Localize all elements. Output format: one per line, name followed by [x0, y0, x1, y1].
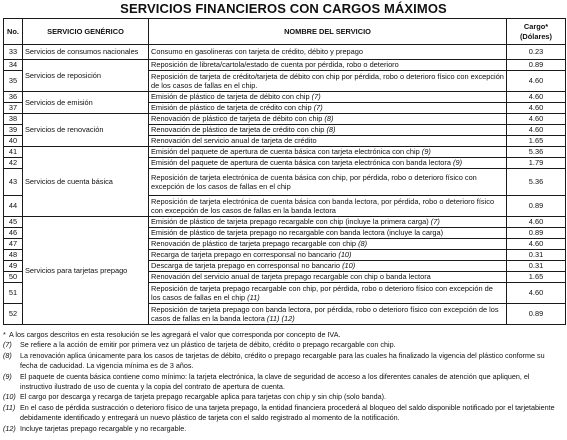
header-no: No. [4, 19, 23, 45]
service-name: Descarga de tarjeta prepago en corresponsal no bancario [151, 261, 340, 271]
service-charge: 0.31 [507, 261, 566, 272]
footnote-item [3, 392, 563, 402]
service-name: Emisión del paquete de apertura de cuenta básica con tarjeta electrónica con banda lectora [151, 158, 451, 168]
service-name-cell [149, 71, 507, 92]
service-charge: 4.60 [507, 283, 566, 304]
service-name: Reposición de tarjeta electrónica de cuenta básica con banda lectora, por pérdida, robo o deterioro físico con excepción de los casos de fallas en la banda lectora [151, 196, 495, 215]
generic-service-cell [23, 217, 149, 325]
footnote-ref: (7) [311, 92, 321, 102]
row-number: 49 [4, 261, 23, 272]
service-name: Consumo en gasolineras con tarjeta de crédito, débito y prepago [151, 47, 363, 57]
row-number: 35 [4, 71, 23, 92]
footnote-item [3, 424, 563, 434]
footnote-text: Se refiere a la acción de emitir por primera vez un plástico de tarjeta de débito, crédito o prepago recargable con chip. [20, 340, 396, 350]
service-name-cell [149, 239, 507, 250]
row-number: 39 [4, 125, 23, 136]
service-name-cell [149, 250, 507, 261]
row-number: 52 [4, 304, 23, 325]
service-charge: 0.89 [507, 60, 566, 71]
service-charge: 0.89 [507, 304, 566, 325]
service-name-cell [149, 103, 507, 114]
service-charge: 4.60 [507, 114, 566, 125]
service-name: Recarga de tarjeta prepago en corresponsal no bancario [151, 250, 337, 260]
footnote-ref: (11) [247, 293, 260, 302]
table-row [4, 92, 566, 103]
service-charge: 4.60 [507, 239, 566, 250]
footnote-ref: (9) [421, 147, 431, 157]
header-charge [507, 19, 566, 45]
service-name-cell [149, 60, 507, 71]
footnote-item [3, 330, 563, 340]
generic-service-label: Servicios de reposición [25, 70, 101, 80]
service-name: Reposición de tarjeta prepago con banda lectora, por pérdida, robo o deterioro físico con excepción de los casos de fallas en la banda lectora [151, 304, 499, 323]
table-row [4, 60, 566, 71]
footnote-ref: (10) [338, 250, 352, 260]
footnote-ref: (10) [342, 261, 356, 271]
footnote-mark: (11) [3, 402, 16, 412]
generic-service-cell [23, 147, 149, 217]
footnote-item [3, 403, 563, 424]
footnote-text: La renovación aplica únicamente para los casos de tarjetas de débito, crédito o prepago recargable para las cuales ha finalizado la vigencia del plástico conforme su fecha de caducidad. La vigencia mínima es de 3 años. [20, 350, 545, 371]
service-charge: 5.36 [507, 147, 566, 158]
service-charge: 5.36 [507, 169, 566, 196]
footnote-text: El paquete de cuenta básica contiene como mínimo: la tarjeta electrónica, la clave de seguridad de acceso a los diferentes canales de atención que apliquen, el instructivo ilustrado de uso de cuenta y la copia del contrato de apertura de cuenta. [20, 371, 530, 392]
generic-service-cell [23, 92, 149, 114]
service-name-cell [149, 304, 507, 325]
service-name-cell [149, 136, 507, 147]
service-charge: 1.79 [507, 158, 566, 169]
footnote-mark: (9) [3, 371, 12, 381]
generic-service-label: Servicios de cuenta básica [25, 176, 113, 186]
footnote-text: En el caso de pérdida sustracción o deterioro físico de una tarjeta prepago, la entidad financiera procederá al bloqueo del saldo disponible notificado por el tarjetabiente debidamente identificado y entregará un nuevo plástico de tarjeta con el saldo registrado al momento de la notificación. [20, 402, 555, 423]
service-name: Reposición de libreta/cartola/estado de cuenta por pérdida, robo o deterioro [151, 60, 399, 70]
service-name: Renovación del servicio anual de tarjeta prepago recargable con chip o banda lectora [151, 272, 431, 282]
footnote-mark: * [3, 330, 6, 339]
footnote-ref: (11) (12) [266, 314, 295, 323]
service-name-cell [149, 158, 507, 169]
table-row [4, 45, 566, 60]
footnote-ref: (8) [358, 239, 368, 249]
footnote-mark: (8) [3, 350, 12, 360]
table-row [4, 114, 566, 125]
service-name-cell [149, 45, 507, 60]
generic-service-label: Servicios de consumos nacionales [25, 47, 139, 57]
service-name: Renovación de plástico de tarjeta de débito con chip [151, 114, 323, 124]
row-number: 44 [4, 196, 23, 217]
service-name: Emisión de plástico de tarjeta prepago recargable con chip (incluye la primera carga) [151, 217, 429, 227]
row-number: 43 [4, 169, 23, 196]
row-number: 36 [4, 92, 23, 103]
generic-service-label: Servicios de renovación [25, 125, 104, 135]
service-name: Emisión del paquete de apertura de cuenta básica con tarjeta electrónica con chip [151, 147, 420, 157]
service-name: Emisión de plástico de tarjeta de crédito con chip [151, 103, 312, 113]
service-name: Reposición de tarjeta de crédito/tarjeta de débito con chip por pérdida, robo o deterioro físico con excepción de los casos de fallas en el chip. [151, 71, 504, 90]
row-number: 50 [4, 272, 23, 283]
footnote-ref: (7) [313, 103, 323, 113]
header-charge-unit: (Dólares) [519, 31, 553, 41]
row-number: 37 [4, 103, 23, 114]
service-name: Renovación de plástico de tarjeta prepago recargable con chip [151, 239, 357, 249]
footnote-mark: (7) [3, 340, 12, 350]
charges-table [3, 18, 566, 325]
service-name-cell [149, 217, 507, 228]
generic-service-cell [23, 45, 149, 60]
service-name-cell [149, 147, 507, 158]
service-charge: 1.65 [507, 272, 566, 283]
table-row [4, 147, 566, 158]
service-name-cell [149, 114, 507, 125]
service-charge: 0.89 [507, 228, 566, 239]
table-row [4, 217, 566, 228]
service-name-cell [149, 92, 507, 103]
row-number: 46 [4, 228, 23, 239]
footnote-text: El cargo por descarga y recarga de tarjeta prepago recargable aplica para tarjetas con chip y sin chip (solo banda). [20, 392, 386, 402]
header-generic-service: SERVICIO GENÉRICO [23, 19, 149, 45]
row-number: 51 [4, 283, 23, 304]
service-name-cell [149, 261, 507, 272]
service-name: Reposición de tarjeta prepago recargable con chip, por pérdida, robo o deterioro físico con excepción de los casos de fallas en el chip [151, 283, 493, 302]
service-name-cell [149, 272, 507, 283]
footnote-ref: (8) [324, 114, 334, 124]
service-name-cell [149, 283, 507, 304]
row-number: 41 [4, 147, 23, 158]
service-name-cell [149, 125, 507, 136]
service-charge: 4.60 [507, 71, 566, 92]
row-number: 38 [4, 114, 23, 125]
row-number: 34 [4, 60, 23, 71]
row-number: 33 [4, 45, 23, 60]
footnote-text: Incluye tarjetas prepago recargable y no recargable. [20, 423, 187, 433]
service-charge: 0.89 [507, 196, 566, 217]
footnote-text: A los cargos descritos en esta resolución se les agregará el valor que corresponda por concepto de IVA. [9, 330, 341, 339]
generic-service-label: Servicios de emisión [25, 97, 93, 107]
table-header-row [4, 19, 566, 45]
page-title: SERVICIOS FINANCIEROS CON CARGOS MÁXIMOS [120, 1, 447, 16]
service-name: Renovación de plástico de tarjeta de crédito con chip [151, 125, 325, 135]
generic-service-cell [23, 114, 149, 147]
service-charge: 4.60 [507, 125, 566, 136]
service-name-cell [149, 228, 507, 239]
footnote-ref: (8) [326, 125, 336, 135]
footnotes [3, 330, 563, 434]
service-charge: 4.60 [507, 217, 566, 228]
service-name-cell [149, 196, 507, 217]
service-charge: 1.65 [507, 136, 566, 147]
service-charge: 4.60 [507, 103, 566, 114]
header-service-name: NOMBRE DEL SERVICIO [149, 19, 507, 45]
generic-service-label: Servicios para tarjetas prepago [25, 265, 128, 275]
service-name: Renovación del servicio anual de tarjeta de crédito [151, 136, 317, 146]
service-name-cell [149, 169, 507, 196]
footnote-mark: (12) [3, 423, 16, 433]
footnote-item [3, 351, 563, 372]
footnote-ref: (7) [430, 217, 440, 227]
footnote-ref: (9) [453, 158, 463, 168]
service-name: Emisión de plástico de tarjeta prepago no recargable con banda lectora (incluye la carga) [151, 228, 444, 238]
service-name: Reposición de tarjeta electrónica de cuenta básica con chip, por pérdida, robo o deterioro físico con excepción de los casos de fallas en el chip [151, 172, 477, 191]
service-charge: 0.23 [507, 45, 566, 60]
row-number: 45 [4, 217, 23, 228]
service-charge: 4.60 [507, 92, 566, 103]
row-number: 42 [4, 158, 23, 169]
row-number: 48 [4, 250, 23, 261]
generic-service-cell [23, 60, 149, 92]
header-charge-label: Cargo* [523, 22, 549, 32]
row-number: 47 [4, 239, 23, 250]
footnote-item [3, 372, 563, 393]
service-name: Emisión de plástico de tarjeta de débito con chip [151, 92, 310, 102]
footnote-mark: (10) [3, 392, 16, 402]
row-number: 40 [4, 136, 23, 147]
footnote-item [3, 340, 563, 350]
service-charge: 0.31 [507, 250, 566, 261]
